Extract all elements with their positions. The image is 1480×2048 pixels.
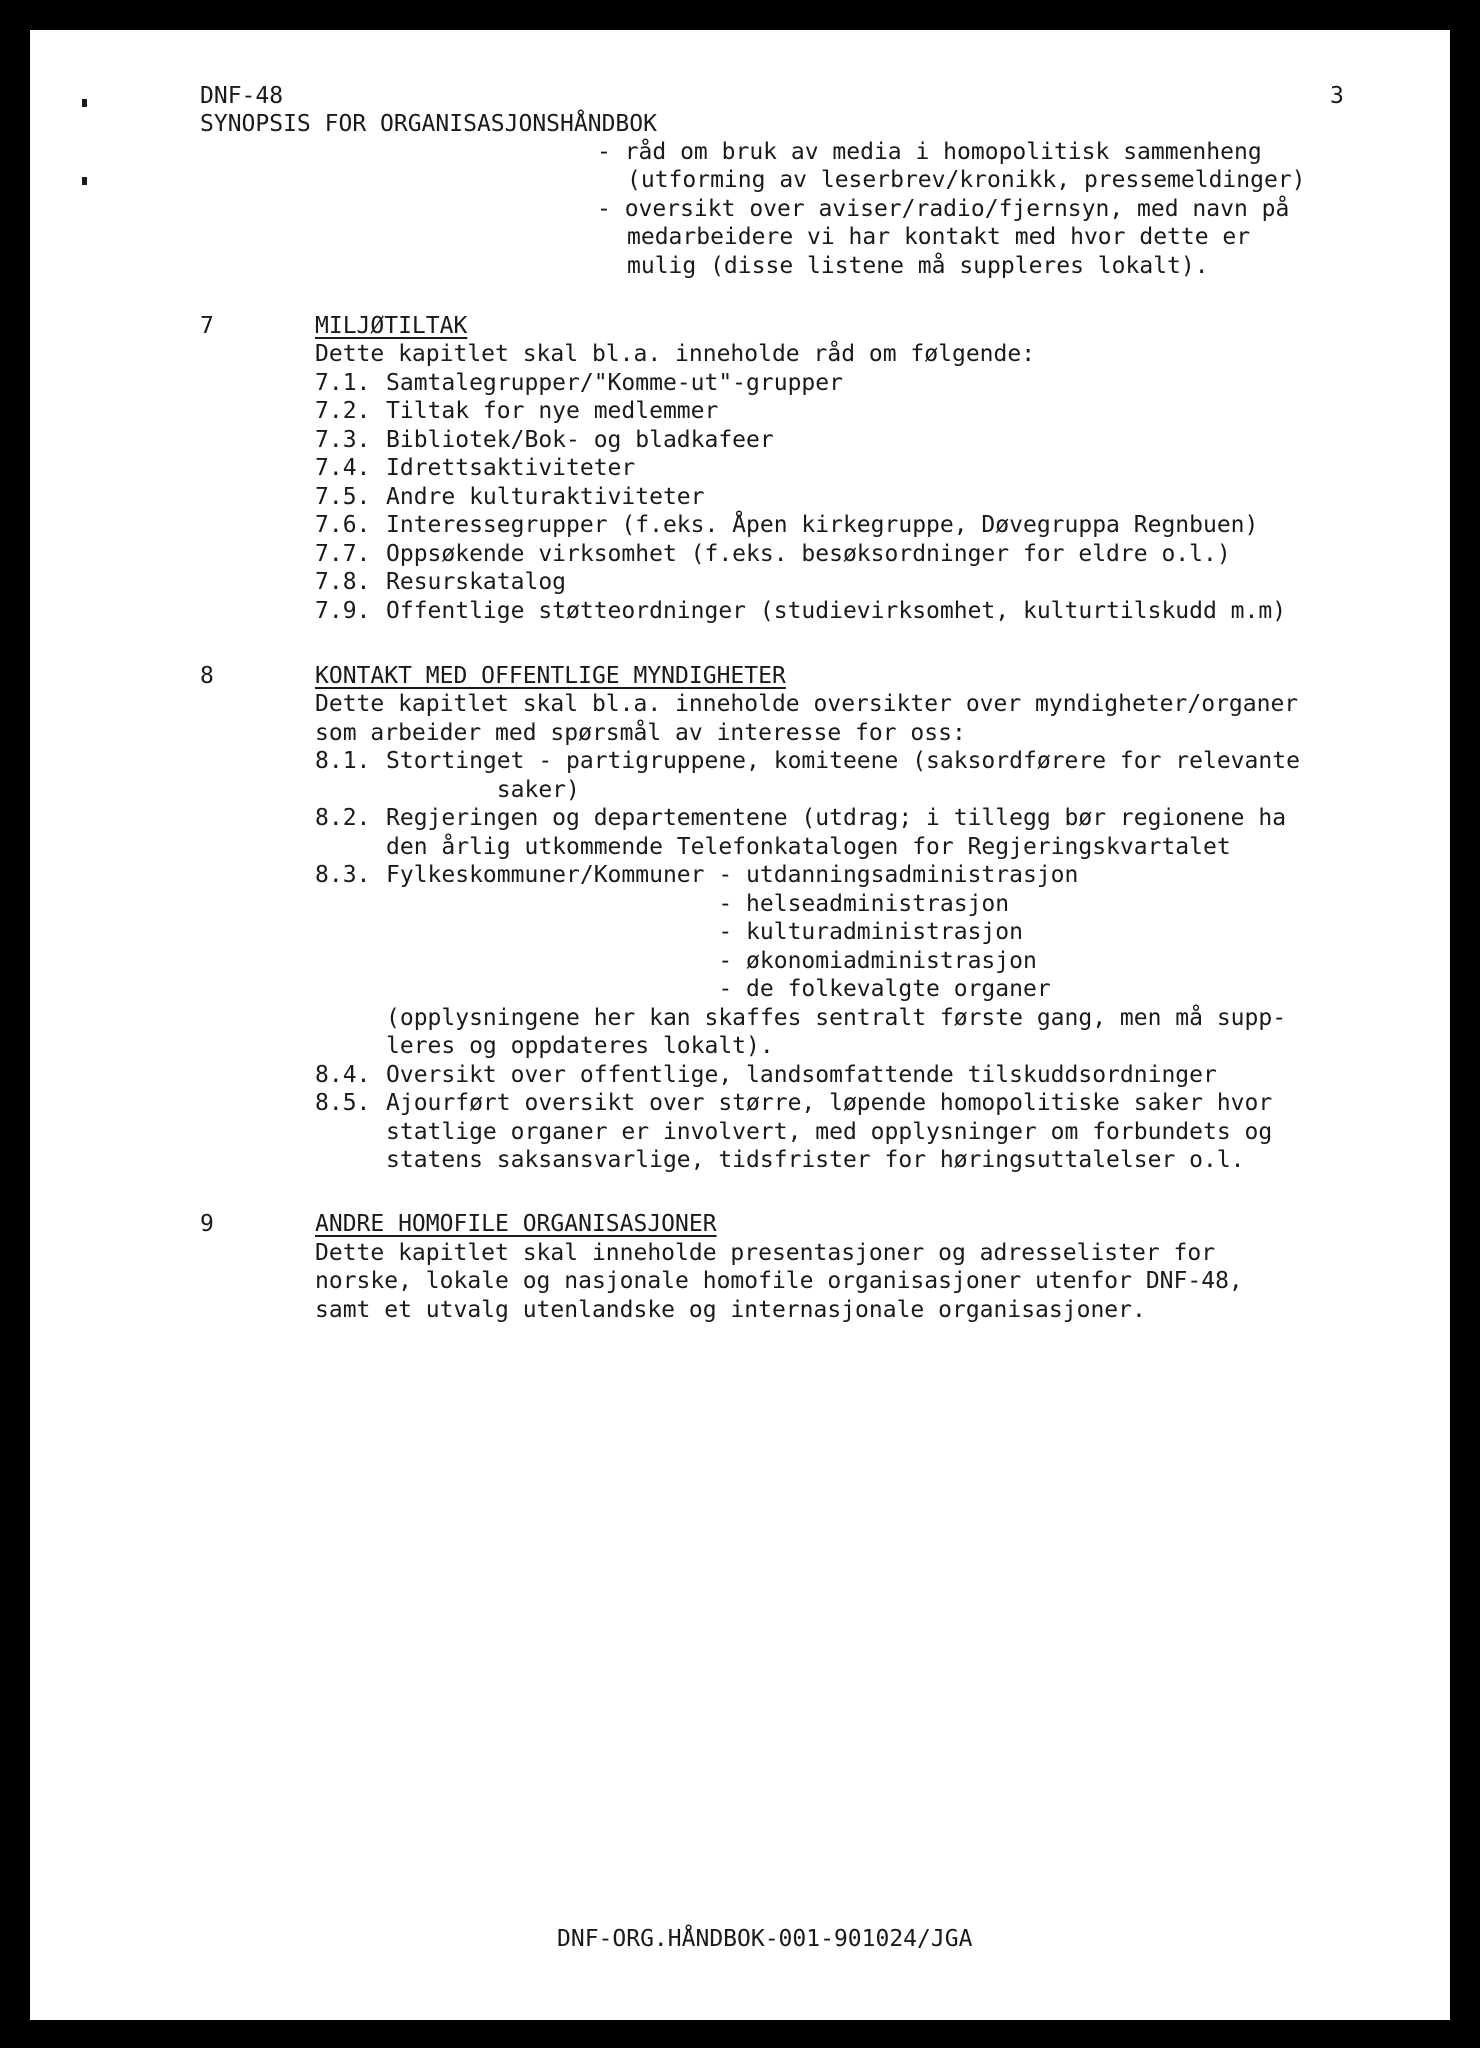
item-number: 8.3. xyxy=(315,862,371,888)
section-number: 8 xyxy=(200,663,214,689)
item-text: Resurskatalog xyxy=(386,569,567,595)
item-text: Bibliotek/Bok- og bladkafeer xyxy=(386,427,774,453)
item-number: 7.3. xyxy=(315,427,371,453)
item-text: Stortinget - partigruppene, komiteene (saksordførere for relevante xyxy=(386,748,1300,774)
section-intro: Dette kapitlet skal bl.a. inneholde oversikter over myndigheter/organer xyxy=(315,691,1299,717)
item-text: statlige organer er involvert, med opplysninger om forbundets og xyxy=(386,1119,1273,1145)
section-intro: samt et utvalg utenlandske og internasjonale organisasjoner. xyxy=(315,1297,1146,1323)
item-text: Tiltak for nye medlemmer xyxy=(386,398,719,424)
margin-mark xyxy=(82,177,87,185)
section-intro: norske, lokale og nasjonale homofile organisasjoner utenfor DNF-48, xyxy=(315,1268,1243,1294)
page-number: 3 xyxy=(1330,83,1344,109)
item-text: - kulturadministrasjon xyxy=(386,919,1023,945)
item-text: Ajourført oversikt over større, løpende homopolitiske saker hvor xyxy=(386,1090,1273,1116)
item-number: 8.2. xyxy=(315,805,371,831)
item-text: - helseadministrasjon xyxy=(386,891,1010,917)
item-text: - økonomiadministrasjon xyxy=(386,948,1037,974)
item-number: 8.4. xyxy=(315,1062,371,1088)
item-number: 7.4. xyxy=(315,455,371,481)
intro-line: - oversikt over aviser/radio/fjernsyn, med navn på xyxy=(597,196,1290,222)
item-number: 7.7. xyxy=(315,541,371,567)
section-title: ANDRE HOMOFILE ORGANISASJONER xyxy=(315,1211,717,1237)
section-intro: Dette kapitlet skal inneholde presentasjoner og adresselister for xyxy=(315,1240,1216,1266)
intro-line: medarbeidere vi har kontakt med hvor dette er xyxy=(627,224,1251,250)
document-page xyxy=(30,30,1450,2020)
item-text: Offentlige støtteordninger (studievirksomhet, kulturtilskudd m.m) xyxy=(386,598,1287,624)
item-number: 7.6. xyxy=(315,512,371,538)
item-number: 8.5. xyxy=(315,1090,371,1116)
item-number: 8.1. xyxy=(315,748,371,774)
item-number: 7.8. xyxy=(315,569,371,595)
section-title: KONTAKT MED OFFENTLIGE MYNDIGHETER xyxy=(315,663,786,689)
item-text: saker) xyxy=(386,777,580,803)
section-number: 9 xyxy=(200,1211,214,1237)
intro-line: (utforming av leserbrev/kronikk, pressemeldinger) xyxy=(627,167,1306,193)
item-text: Andre kulturaktiviteter xyxy=(386,484,705,510)
section-number: 7 xyxy=(200,313,214,339)
item-text: Idrettsaktiviteter xyxy=(386,455,636,481)
item-number: 7.2. xyxy=(315,398,371,424)
item-text: Oversikt over offentlige, landsomfattende tilskuddsordninger xyxy=(386,1062,1217,1088)
item-number: 7.5. xyxy=(315,484,371,510)
item-text: Regjeringen og departementene (utdrag; i tillegg bør regionene ha xyxy=(386,805,1287,831)
section-intro: som arbeider med spørsmål av interesse for oss: xyxy=(315,720,966,746)
section-title: MILJØTILTAK xyxy=(315,313,468,339)
item-text: den årlig utkommende Telefonkatalogen for Regjeringskvartalet xyxy=(386,834,1231,860)
item-text: Fylkeskommuner/Kommuner - utdanningsadministrasjon xyxy=(386,862,1079,888)
item-text: - de folkevalgte organer xyxy=(386,976,1051,1002)
item-text: leres og oppdateres lokalt). xyxy=(386,1033,774,1059)
item-text: (opplysningene her kan skaffes sentralt første gang, men må supp- xyxy=(386,1005,1287,1031)
item-text: statens saksansvarlige, tidsfrister for høringsuttalelser o.l. xyxy=(386,1147,1245,1173)
intro-line: mulig (disse listene må suppleres lokalt). xyxy=(627,253,1209,279)
doc-title: SYNOPSIS FOR ORGANISASJONSHÅNDBOK xyxy=(200,111,657,137)
intro-line: - råd om bruk av media i homopolitisk sammenheng xyxy=(597,139,1262,165)
item-text: Interessegrupper (f.eks. Åpen kirkegruppe, Døvegruppa Regnbuen) xyxy=(386,512,1259,538)
item-text: Oppsøkende virksomhet (f.eks. besøksordninger for eldre o.l.) xyxy=(386,541,1231,567)
section-intro: Dette kapitlet skal bl.a. inneholde råd om følgende: xyxy=(315,341,1036,367)
item-text: Samtalegrupper/"Komme-ut"-grupper xyxy=(386,370,843,396)
item-number: 7.1. xyxy=(315,370,371,396)
footer-reference: DNF-ORG.HÅNDBOK-001-901024/JGA xyxy=(557,1926,973,1952)
doc-code: DNF-48 xyxy=(200,83,284,109)
item-number: 7.9. xyxy=(315,598,371,624)
margin-mark xyxy=(82,99,87,107)
